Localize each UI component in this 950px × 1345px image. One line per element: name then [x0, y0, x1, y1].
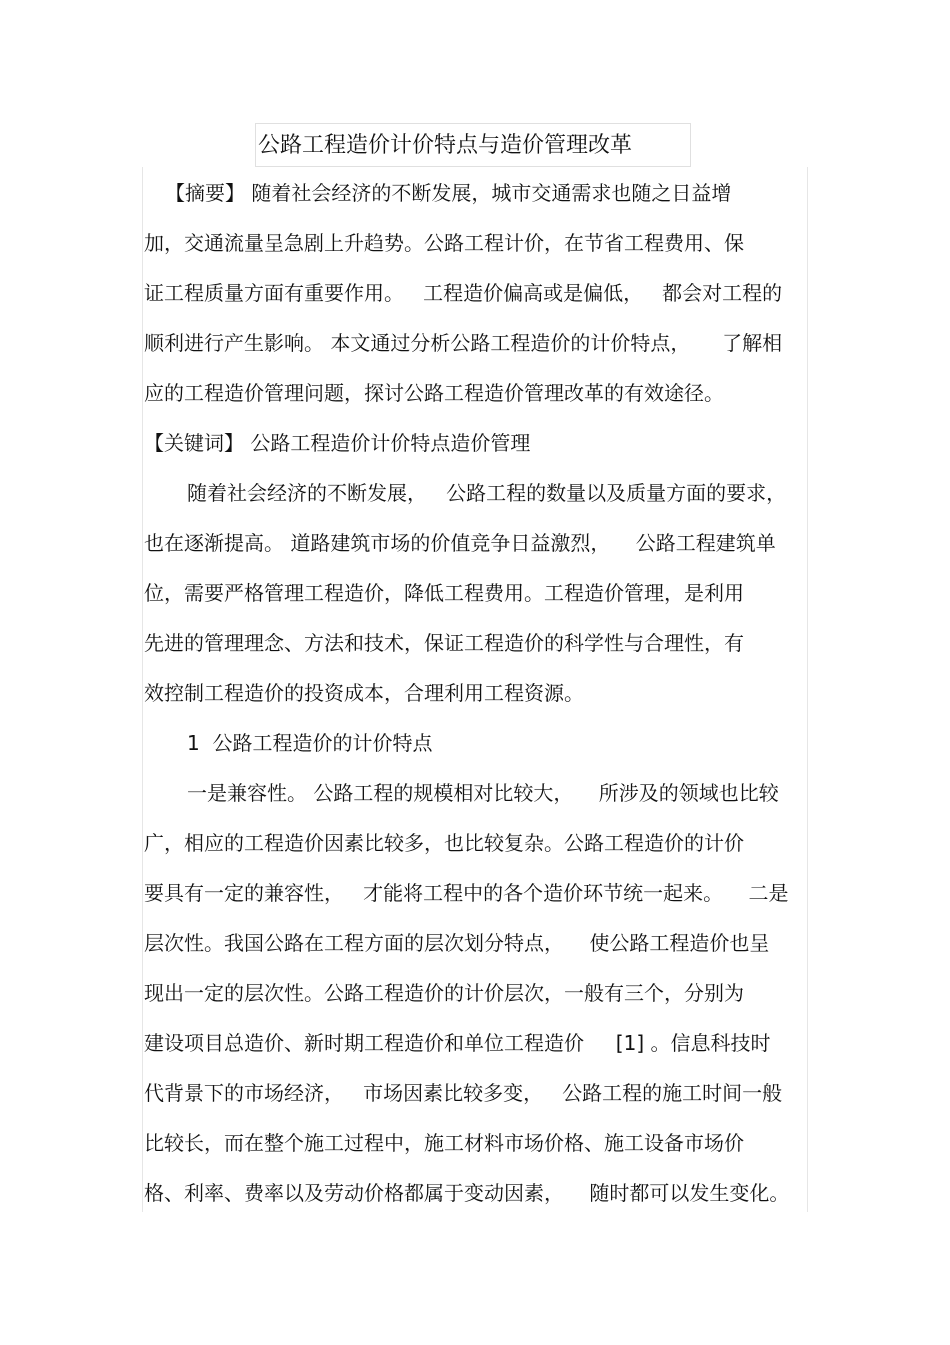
- abstract-line-2: 加，交通流量呈急剧上升趋势。公路工程计价，在节省工程费用、保: [144, 231, 744, 255]
- keywords-line: 【关键词】 公路工程造价计价特点造价管理: [144, 431, 531, 455]
- intro-line-4: 先进的管理理念、方法和技术，保证工程造价的科学性与合理性，有: [144, 631, 744, 655]
- section-line-1: 一是兼容性。 公路工程的规模相对比较大， 所涉及的领域也比较: [187, 781, 779, 805]
- intro-line-5: 效控制工程造价的投资成本，合理利用工程资源。: [144, 681, 584, 705]
- section-line-9: 格、利率、费率以及劳动价格都属于变动因素， 随时都可以发生变化。: [144, 1181, 790, 1205]
- section-line-2: 广，相应的工程造价因素比较多，也比较复杂。公路工程造价的计价: [144, 831, 744, 855]
- abstract-line-3: 证工程质量方面有重要作用。 工程造价偏高或是偏低， 都会对工程的: [144, 281, 783, 305]
- section-line-7: 代背景下的市场经济， 市场因素比较多变， 公路工程的施工时间一般: [144, 1081, 783, 1105]
- document-title: 公路工程造价计价特点与造价管理改革: [258, 133, 633, 158]
- section-line-8: 比较长，而在整个施工过程中，施工材料市场价格、施工设备市场价: [144, 1131, 744, 1155]
- section-line-4: 层次性。我国公路在工程方面的层次划分特点， 使公路工程造价也呈: [144, 931, 770, 955]
- section-line-5: 现出一定的层次性。公路工程造价的计价层次，一般有三个，分别为: [144, 981, 744, 1005]
- intro-line-2: 也在逐渐提高。 道路建筑市场的价值竞争日益激烈， 公路工程建筑单: [144, 531, 776, 555]
- intro-line-3: 位，需要严格管理工程造价，降低工程费用。工程造价管理，是利用: [144, 581, 744, 605]
- intro-line-1: 随着社会经济的不断发展， 公路工程的数量以及质量方面的要求，: [187, 481, 787, 505]
- section-line-3: 要具有一定的兼容性， 才能将工程中的各个造价环节统一起来。 二是: [144, 881, 789, 905]
- section-heading-1: 1 公路工程造价的计价特点: [187, 731, 433, 755]
- abstract-line-5: 应的工程造价管理问题，探讨公路工程造价管理改革的有效途径。: [144, 381, 724, 405]
- section-line-6: 建设项目总造价、新时期工程造价和单位工程造价 [1] 。信息科技时: [144, 1031, 771, 1055]
- abstract-line-1: 【摘要】 随着社会经济的不断发展，城市交通需求也随之日益增: [165, 181, 732, 205]
- abstract-line-4: 顺利进行产生影响。 本文通过分析公路工程造价的计价特点， 了解相: [144, 331, 783, 355]
